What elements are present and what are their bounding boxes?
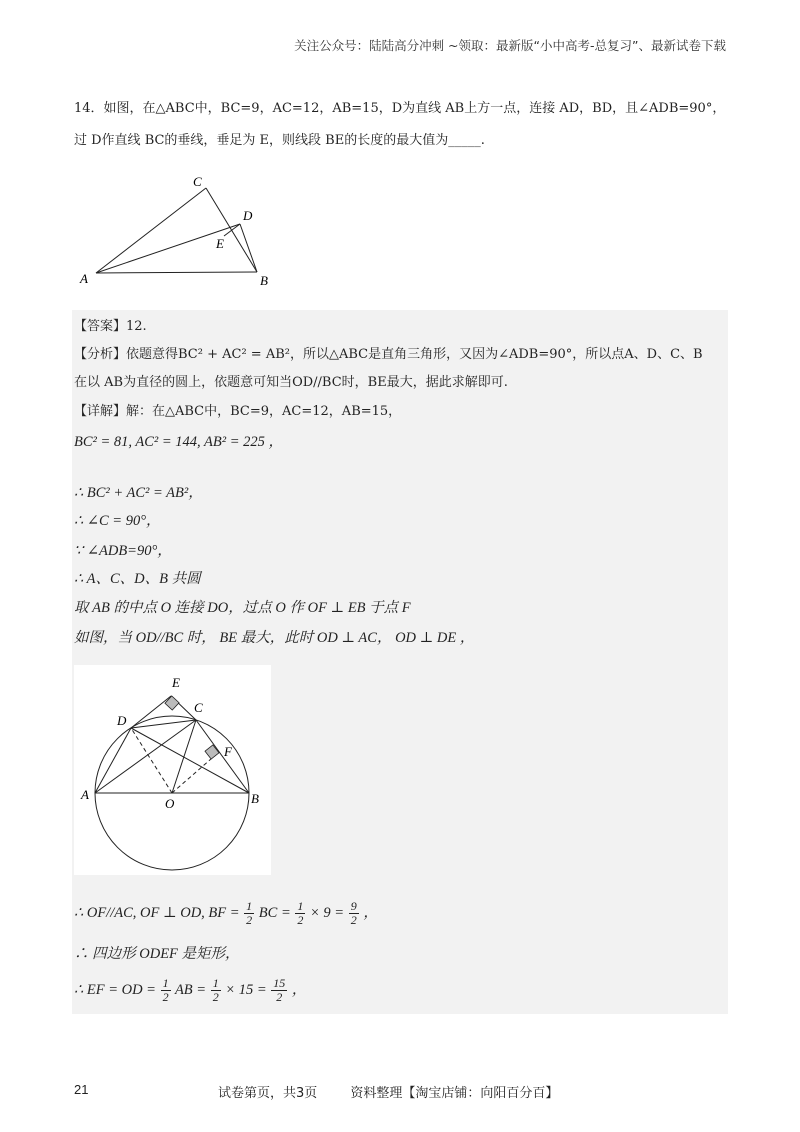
right-angle-mark-F <box>205 745 219 759</box>
label-B: B <box>260 273 268 288</box>
segment-OD <box>131 728 172 793</box>
step-9: ∴ EF = OD = $\frac{1}{2}$ AB = $\frac{1}{2}$ × 15 = $\frac{15}{2}$ ， <box>74 976 307 1004</box>
label-C: C <box>193 174 202 189</box>
right-angle-mark-E <box>165 696 179 710</box>
label-D: D <box>243 208 253 223</box>
fraction-one-half: $\frac{1}{2}$ <box>212 976 219 1004</box>
segment-AC <box>96 188 206 273</box>
page-header: 关注公众号：陆陆高分冲刺 ~领取：最新版“小中高考-总复习”、最新试卷下载 <box>294 38 726 53</box>
segment-DE <box>131 696 171 728</box>
label-E: E <box>216 236 224 251</box>
segment-AB <box>96 272 257 273</box>
detail-line-1: 【详解】解：在△ABC中，BC=9，AC=12，AB=15， <box>74 404 402 419</box>
question-line-2: 过 D作直线 BC的垂线，垂足为 E，则线段 BE的长度的最大值为_____. <box>74 133 485 148</box>
answer-line: 【答案】12. <box>74 319 147 334</box>
fraction-one-half: $\frac{1}{2}$ <box>246 899 253 927</box>
step-3: ∵ ∠ADB=90°， <box>74 543 172 559</box>
step-6: 如图，当 OD//BC 时， BE 最大，此时 OD ⊥ AC， OD ⊥ DE ， <box>74 630 475 646</box>
label-C: C <box>194 700 203 715</box>
page-number: 21 <box>74 1082 89 1097</box>
analysis-line-2: 在以 AB为直径的圆上，依题意可知当OD//BC时，BE最大，据此求解即可. <box>74 375 508 390</box>
fraction-nine-halves: $\frac{9}{2}$ <box>350 899 357 927</box>
step-1: ∴ BC² + AC² = AB²， <box>74 485 203 501</box>
figure-triangle <box>74 168 294 293</box>
label-D: D <box>117 713 127 728</box>
label-O: O <box>165 796 175 811</box>
segment-AD <box>95 728 131 793</box>
step-4: ∴ A、C、D、B 共圆 <box>74 571 201 587</box>
label-F: F <box>224 744 232 759</box>
label-A: A <box>80 271 88 286</box>
fraction-fifteen-halves: $\frac{15}{2}$ <box>273 976 286 1004</box>
step-5: 取 AB 的中点 O 连接 DO，过点 O 作 OF ⊥ EB 于点 F <box>74 600 411 616</box>
analysis-line-1: 【分析】依题意得BC² + AC² = AB²，所以△ABC是直角三角形，又因为∠ADB=90°，所以点A、D、C、B <box>74 347 703 362</box>
segment-CB <box>196 720 249 793</box>
fraction-one-half: $\frac{1}{2}$ <box>297 899 304 927</box>
label-E: E <box>172 675 180 690</box>
fraction-one-half: $\frac{1}{2}$ <box>162 976 169 1004</box>
segment-AC <box>95 720 196 793</box>
figure-circle <box>74 665 271 875</box>
page-footer: 试卷第页，共3页 资料整理【淘宝店铺：向阳百分百】 <box>218 1086 559 1101</box>
label-A: A <box>81 787 89 802</box>
step-2: ∴ ∠C = 90°， <box>74 513 161 529</box>
question-line-1: 14．如图，在△ABC中，BC=9，AC=12，AB=15，D为直线 AB上方一点，连接 AD，BD，且∠ADB=90°， <box>74 101 726 116</box>
label-B: B <box>251 791 259 806</box>
detail-line-2: BC² = 81, AC² = 144, AB² = 225 ， <box>74 434 284 450</box>
step-8: ∴ 四边形 ODEF 是矩形， <box>74 946 240 962</box>
segment-DE <box>224 224 240 236</box>
step-7: ∴ OF//AC, OF ⊥ OD, BF = $\frac{1}{2}$ BC = $\frac{1}{2}$ × 9 = $\frac{9}{2}$ ， <box>74 899 378 927</box>
